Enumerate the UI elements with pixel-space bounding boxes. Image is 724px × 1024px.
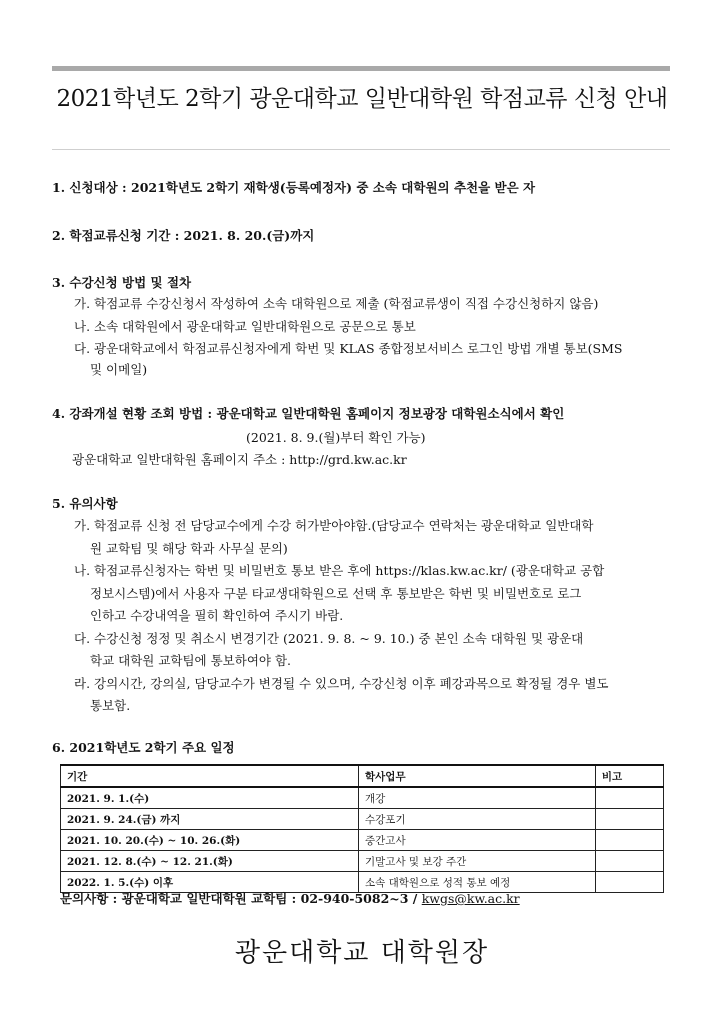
cell-note bbox=[595, 851, 663, 872]
contact-info bbox=[60, 889, 520, 907]
header-period: 기간 bbox=[61, 765, 359, 787]
cell-note bbox=[595, 787, 663, 809]
section-3-item-cont: 및 이메일) bbox=[90, 362, 148, 377]
section-5-line: 나. 학점교류신청자는 학번 및 비밀번호 통보 받은 후에 https://klas.kw.ac.kr/ (광운대학교 공합 bbox=[74, 563, 605, 578]
section-4-note: (2021. 8. 9.(월)부터 확인 가능) bbox=[246, 430, 426, 445]
table-row bbox=[61, 787, 664, 809]
section-5-line: 인하고 수강내역을 필히 확인하여 주시기 바람. bbox=[90, 608, 344, 623]
section-5-line: 라. 강의시간, 강의실, 담당교수가 변경될 수 있으며, 수강신청 이후 폐강과목으로 확정될 경우 별도 bbox=[74, 676, 609, 691]
cell-task: 중간고사 bbox=[359, 830, 596, 851]
section-3-item: 나. 소속 대학원에서 광운대학교 일반대학원으로 공문으로 통보 bbox=[74, 319, 416, 334]
cell-period: 2021. 10. 20.(수) ~ 10. 26.(화) bbox=[61, 830, 359, 851]
cell-period: 2022. 1. 5.(수) 이후 bbox=[61, 872, 359, 893]
section-5-line: 원 교학팀 및 해당 학과 사무실 문의) bbox=[90, 541, 288, 556]
top-divider bbox=[52, 66, 670, 71]
table-row bbox=[61, 809, 664, 830]
cell-note bbox=[595, 830, 663, 851]
cell-period: 2021. 12. 8.(수) ~ 12. 21.(화) bbox=[61, 851, 359, 872]
section-5-line: 가. 학점교류 신청 전 담당교수에게 수강 허가받아야함.(담당교수 연락처는 광운대학교 일반대학 bbox=[74, 518, 594, 533]
section-5-line: 통보함. bbox=[90, 698, 131, 713]
cell-note bbox=[595, 809, 663, 830]
signer-name: 광운대학교 대학원장 bbox=[234, 938, 490, 968]
contact-text: 문의사항 : 광운대학교 일반대학원 교학팀 : 02-940-5082~3 / bbox=[60, 891, 422, 906]
section-4-heading: 4. 강좌개설 현황 조회 방법 : 광운대학교 일반대학원 홈페이지 정보광장 대학원소식에서 확인 bbox=[52, 406, 565, 421]
cell-task: 수강포기 bbox=[359, 809, 596, 830]
section-5-line: 학교 대학원 교학팀에 통보하여야 함. bbox=[90, 653, 291, 668]
section-3-item: 다. 광운대학교에서 학점교류신청자에게 학번 및 KLAS 종합정보서비스 로그인 방법 개별 통보(SMS bbox=[74, 341, 623, 356]
cell-task: 기말고사 및 보강 주간 bbox=[359, 851, 596, 872]
cell-period: 2021. 9. 1.(수) bbox=[61, 787, 359, 809]
section-1-eligibility: 1. 신청대상 : 2021학년도 2학기 재학생(등록예정자) 중 소속 대학원의 추천을 받은 자 bbox=[52, 180, 536, 195]
section-4-url-line[interactable]: 광운대학교 일반대학원 홈페이지 주소 : http://grd.kw.ac.kr bbox=[72, 452, 407, 467]
section-3-item: 가. 학점교류 수강신청서 작성하여 소속 대학원으로 제출 (학점교류생이 직접 수강신청하지 않음) bbox=[74, 296, 599, 311]
cell-task: 개강 bbox=[359, 787, 596, 809]
header-note: 비고 bbox=[595, 765, 663, 787]
section-5-line: 다. 수강신청 정정 및 취소시 변경기간 (2021. 9. 8. ~ 9. 10.) 중 본인 소속 대학원 및 광운대 bbox=[74, 631, 584, 646]
cell-task: 소속 대학원으로 성적 통보 예정 bbox=[359, 872, 596, 893]
page-title: 2021학년도 2학기 광운대학교 일반대학원 학점교류 신청 안내 bbox=[56, 86, 668, 112]
table-row bbox=[61, 851, 664, 872]
cell-note bbox=[595, 872, 663, 893]
header-task: 학사업무 bbox=[359, 765, 596, 787]
section-6-heading: 6. 2021학년도 2학기 주요 일정 bbox=[52, 740, 235, 755]
table-row bbox=[61, 830, 664, 851]
title-divider bbox=[52, 149, 670, 150]
contact-email-link[interactable]: kwgs@kw.ac.kr bbox=[421, 891, 520, 906]
section-5-heading: 5. 유의사항 bbox=[52, 496, 118, 511]
section-2-period: 2. 학점교류신청 기간 : 2021. 8. 20.(금)까지 bbox=[52, 228, 315, 243]
section-5-line: 정보시스템)에서 사용자 구분 타교생대학원으로 선택 후 통보받은 학번 및 비밀번호로 로그 bbox=[90, 586, 582, 601]
section-3-heading: 3. 수강신청 방법 및 절차 bbox=[52, 275, 192, 290]
cell-period: 2021. 9. 24.(금) 까지 bbox=[61, 809, 359, 830]
schedule-table bbox=[60, 764, 664, 893]
table-header-row bbox=[61, 765, 664, 787]
